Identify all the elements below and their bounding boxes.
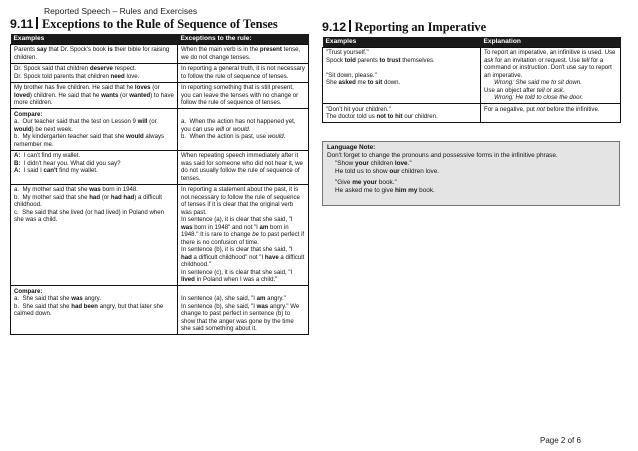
text-line: Parents say that Dr. Spock's book is their bible for raising children. — [14, 46, 170, 61]
table-row — [11, 184, 309, 286]
text-line: Wrong: He told to close the door. — [494, 94, 584, 101]
text-line: b. When the action is past, use would. — [181, 133, 286, 140]
example-cell — [323, 104, 481, 123]
column-header-examples: Examples — [11, 34, 178, 44]
section-9-12-table — [322, 37, 621, 123]
text-line: a. When the action has not happened yet, you can use will or would. — [181, 118, 296, 133]
text-line: Use an object after tell or ask. — [484, 86, 565, 94]
column-header-exceptions: Exceptions to the rule: — [178, 34, 309, 44]
section-number: 9.12 — [322, 20, 347, 34]
text-line: When the main verb is in the present tense, we do not change tenses. — [181, 46, 301, 61]
explanation-cell — [178, 286, 309, 335]
text-line: The doctor told us not to hit our children. — [326, 113, 438, 120]
section-9-11-rows — [11, 44, 309, 335]
section-title-text: Exceptions to the Rule of Sequence of Tenses — [41, 17, 278, 31]
column-header-explanation: Explanation — [481, 37, 621, 47]
text-line: In reporting a statement about the past, it is not necessary to follow the rule of sequence of tenses if it is clear that the original verb was past. — [181, 186, 300, 216]
text-line: a. She said that she was angry. — [14, 295, 101, 302]
text-line: b. She said that she had been angry, but that later she calmed down. — [14, 302, 164, 317]
table-row — [11, 44, 309, 63]
text-line: a. My mother said that she was born in 1948. — [14, 186, 139, 193]
text-line: Spock told parents to trust themselves. — [326, 56, 435, 64]
explanation-cell — [481, 104, 621, 123]
section-9-12-title — [322, 20, 486, 35]
language-note-line: He told us to show our children love. — [335, 168, 440, 175]
section-number: 9.11 — [10, 17, 34, 31]
text-line: My brother has five children. He said that he loves (or loved) children. He said that he wants (or wanted) to have more children. — [14, 84, 174, 106]
section-9-11-title — [10, 17, 278, 32]
language-note-box — [322, 141, 620, 206]
example-cell — [11, 150, 178, 184]
text-line: In sentence (a), she said, "I am angry." — [181, 295, 286, 302]
text-line: "Don't hit your children." — [326, 105, 391, 113]
text-line: In sentence (b), it is clear that she said, "I had a difficult childhood" not "I have a difficult childhood." — [181, 246, 305, 268]
text-line: Compare: — [14, 110, 43, 118]
text-line: b. My kindergarten teacher said that she would always remember me. — [14, 133, 165, 148]
table-row — [11, 82, 309, 109]
text-line — [181, 111, 305, 119]
language-note-title: Language Note: — [327, 144, 376, 151]
text-line: In reporting a general truth, it is not necessary to follow the rule of sequence of tenses. — [181, 65, 305, 80]
title-divider — [349, 20, 351, 32]
table-row — [11, 286, 309, 335]
section-title-text: Reporting an Imperative — [354, 20, 487, 34]
explanation-cell — [178, 82, 309, 109]
text-line: Dr. Spock said that children deserve respect. — [14, 65, 137, 72]
text-line — [326, 64, 477, 72]
table-row — [323, 47, 621, 104]
text-line: Wrong: She said me to sit down. — [494, 79, 582, 86]
language-note-line: "Give me your book." — [335, 179, 397, 186]
text-line: Compare: — [14, 287, 43, 295]
page-number: Page 2 of 6 — [540, 436, 581, 445]
language-note-line: Don't forget to change the pronouns and possessive forms in the infinitive phrase. — [327, 152, 558, 159]
text-line: "Trust yourself." — [326, 49, 369, 56]
text-line: b. My mother said that she had (or had had) a difficult childhood. — [14, 193, 162, 208]
explanation-cell — [481, 47, 621, 104]
table-row — [11, 150, 309, 184]
text-line: In sentence (c), it is clear that she said, "I lived in Poland when I was a child." — [181, 268, 293, 283]
section-9-11-table — [10, 34, 309, 335]
text-line: In sentence (b), she said, "I was angry." We change to past perfect in sentence (b) to show that the anger was gone by the time she said something about it. — [181, 302, 300, 332]
text-line: In sentence (a), it is clear that she said, "I was born in 1948" and not "I am born in 1948." It is rare to change be to past perfect if there is no confusion of time. — [181, 216, 305, 246]
example-cell — [11, 63, 178, 82]
example-cell — [11, 109, 178, 151]
explanation-cell — [178, 184, 309, 286]
example-cell — [11, 184, 178, 286]
text-line — [181, 288, 305, 296]
explanation-cell — [178, 63, 309, 82]
document-header: Reported Speech – Rules and Exercises — [44, 6, 198, 16]
text-line: To report an imperative, an infinitive is used. Use ask for an invitation or request. Use tell for a command or instruction. Don't use say to report an imperative. — [484, 49, 616, 79]
example-cell — [11, 82, 178, 109]
text-line: B: I didn't hear you. What did you say? — [14, 159, 121, 167]
explanation-cell — [178, 109, 309, 151]
text-line: A: I said I can't find my wallet. — [14, 167, 98, 174]
example-cell — [323, 47, 481, 104]
section-9-12-rows — [323, 47, 621, 123]
example-cell — [11, 286, 178, 335]
text-line: In reporting something that is still present, you can leave the tenses with no change or follow the rule of sequence of tenses. — [181, 84, 299, 106]
language-note-line: "Show your children love." — [335, 160, 412, 167]
text-line: c. She said that she lived (or had lived) in Poland when she was a child. — [14, 208, 165, 223]
explanation-cell — [178, 150, 309, 184]
title-divider — [36, 17, 38, 29]
text-line: Dr. Spock told parents that children need love. — [14, 72, 140, 80]
column-header-examples: Examples — [323, 37, 481, 47]
table-row — [11, 63, 309, 82]
text-line: a. Our teacher said that the test on Lesson 9 will (or would) be next week. — [14, 118, 157, 133]
table-row — [11, 109, 309, 151]
text-line: When repeating speech immediately after it was said for someone who did not hear it, we do not usually follow the rule of sequence of tenses. — [181, 152, 303, 182]
language-note-lines — [327, 152, 615, 195]
explanation-cell — [178, 44, 309, 63]
language-note-line: He asked me to give him my book. — [335, 187, 435, 194]
text-line: She asked me to sit down. — [326, 79, 401, 86]
text-line: For a negative, put not before the infinitive. — [484, 105, 600, 113]
text-line: A: I can't find my wallet. — [14, 152, 81, 159]
table-row — [323, 104, 621, 123]
text-line: "Sit down, please." — [326, 71, 377, 79]
example-cell — [11, 44, 178, 63]
